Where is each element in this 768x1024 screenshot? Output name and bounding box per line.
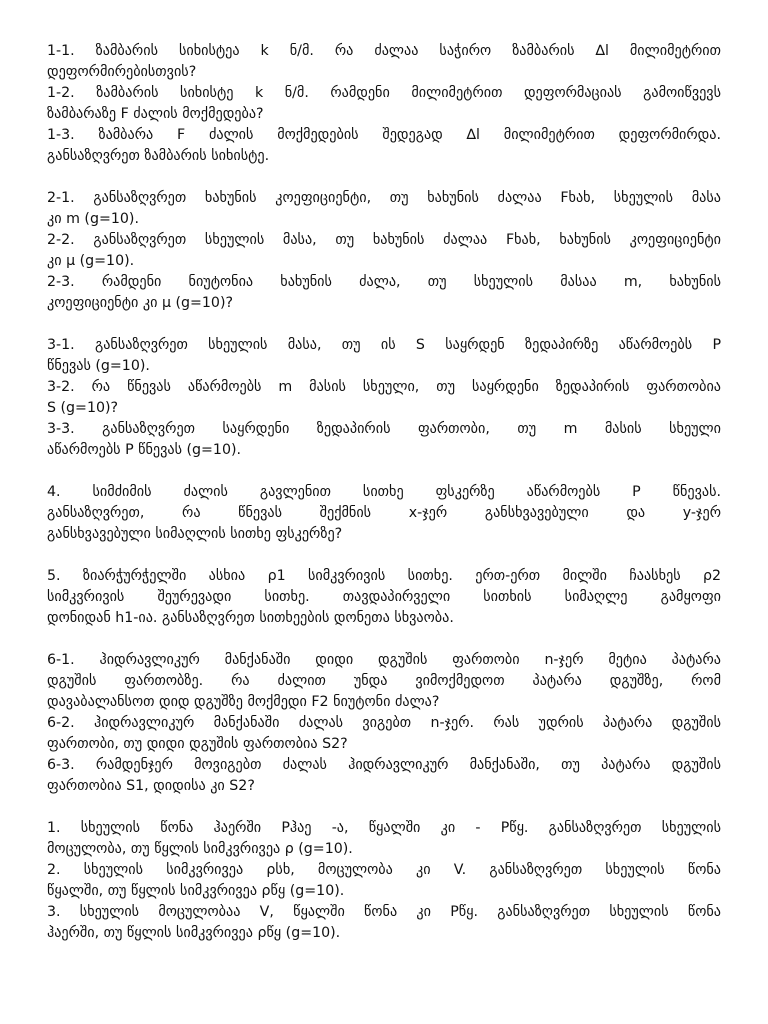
text-line: ფართობი, თუ დიდი დგუშის ფართობია S2?	[47, 736, 348, 752]
problem-paragraph	[47, 335, 721, 461]
text-line: განსხვავებული სიმაღლის სითხე ფსკერზე?	[47, 526, 343, 542]
problem-paragraph	[47, 41, 721, 167]
text-line: კი m (g=10).	[47, 211, 139, 227]
text-line: დეფორმირებისთვის?	[47, 64, 197, 80]
text-line: 1-2. ზამბარის სიხისტე k ნ/მ. რამდენი მილიმეტრით დეფორმაციას გამოიწვევს	[47, 85, 721, 101]
text-line: დგუშის ფართობზე. რა ძალით უნდა ვიმოქმედოთ პატარა დგუშზე, რომ	[47, 673, 721, 689]
problem-paragraph	[47, 188, 721, 314]
text-line: ზამბარაზე F ძალის მოქმედება?	[47, 106, 264, 122]
text-line: 6-2. ჰიდრავლიკურ მანქანაში ძალას ვიგებთ n-ჯერ. რას უდრის პატარა დგუშის	[47, 715, 721, 731]
text-line: აწარმოებს P წნევას (g=10).	[47, 442, 242, 458]
text-line: კოეფიციენტი კი μ (g=10)?	[47, 295, 234, 311]
text-line: 3-1. განსაზღვრეთ სხეულის მასა, თუ ის S საყრდენ ზედაპირზე აწარმოებს P	[47, 337, 721, 353]
text-line: ფართობია S1, დიდისა კი S2?	[47, 778, 255, 794]
text-line: 3-3. განსაზღვრეთ საყრდენი ზედაპირის ფართობი, თუ m მასის სხეული	[47, 421, 721, 437]
text-line: 4. სიმძიმის ძალის გავლენით სითხე ფსკერზე აწარმოებს P წნევას.	[47, 484, 721, 500]
text-line: 1-3. ზამბარა F ძალის მოქმედების შედეგად ∆l მილიმეტრით დეფორმირდა.	[47, 127, 721, 143]
problem-paragraph	[47, 482, 721, 545]
text-line: 6-3. რამდენჯერ მოვიგებთ ძალას ჰიდრავლიკურ მანქანაში, თუ პატარა დგუშის	[47, 757, 721, 773]
text-line: 1. სხეულის წონა ჰაერში Pჰაე -ა, წყალში კი - Pწყ. განსაზღვრეთ სხეულის	[47, 820, 721, 836]
paragraph-gap	[47, 461, 721, 482]
text-line: 3. სხეულის მოცულობაა V, წყალში წონა კი Pწყ. განსაზღვრეთ სხეულის წონა	[47, 904, 721, 920]
text-line: დავაბალანსოთ დიდ დგუშზე მოქმედი F2 ნიუტონი ძალა?	[47, 694, 440, 710]
paragraph-gap	[47, 545, 721, 566]
text-line: 2-2. განსაზღვრეთ სხეულის მასა, თუ ხახუნის ძალაა Fხახ, ხახუნის კოეფიციენტი	[47, 232, 721, 248]
text-line: განსაზღვრეთ, რა წნევას შექმნის x-ჯერ განსხვავებული და y-ჯერ	[47, 505, 721, 521]
text-line: დონიდან h1-ია. განსაზღვრეთ სითხეების დონეთა სხვაობა.	[47, 610, 454, 626]
paragraph-gap	[47, 314, 721, 335]
text-line: 5. ზიარჭურჭელში ასხია ρ1 სიმკვრივის სითხე. ერთ-ერთ მილში ჩაასხეს ρ2	[47, 568, 721, 584]
text-line: 6-1. ჰიდრავლიკურ მანქანაში დიდი დგუშის ფართობი n-ჯერ მეტია პატარა	[47, 652, 721, 668]
text-line: 2-1. განსაზღვრეთ ხახუნის კოეფიციენტი, თუ ხახუნის ძალაა Fხახ, სხეულის მასა	[47, 190, 721, 206]
paragraph-gap	[47, 797, 721, 818]
text-line: 1-1. ზამბარის სიხისტეა k ნ/მ. რა ძალაა საჭირო ზამბარის ∆l მილიმეტრით	[47, 43, 721, 59]
text-line: კი μ (g=10).	[47, 253, 135, 269]
text-line: 2-3. რამდენი ნიუტონია ხახუნის ძალა, თუ სხეულის მასაა m, ხახუნის	[47, 274, 721, 290]
problem-paragraph	[47, 566, 721, 629]
document-body	[47, 41, 721, 944]
paragraph-gap	[47, 167, 721, 188]
text-line: მოცულობა, თუ წყლის სიმკვრივეა ρ (g=10).	[47, 841, 353, 857]
text-line: განსაზღვრეთ ზამბარის სიხისტე.	[47, 148, 270, 164]
problem-paragraph	[47, 818, 721, 944]
text-line: 2. სხეულის სიმკვრივეა ρსხ, მოცულობა კი V. განსაზღვრეთ სხეულის წონა	[47, 862, 721, 878]
paragraph-gap	[47, 629, 721, 650]
text-line: წყალში, თუ წყლის სიმკვრივეა ρწყ (g=10).	[47, 883, 345, 899]
text-line: სიმკვრივის შეურევადი სითხე. თავდაპირველი სითხის სიმაღლე გამყოფი	[47, 589, 721, 605]
text-line: წნევას (g=10).	[47, 358, 150, 374]
problem-paragraph	[47, 650, 721, 797]
text-line: 3-2. რა წნევას აწარმოებს m მასის სხეული, თუ საყრდენი ზედაპირის ფართობია	[47, 379, 721, 395]
text-line: ჰაერში, თუ წყლის სიმკვრივეა ρწყ (g=10).	[47, 925, 341, 941]
text-line: S (g=10)?	[47, 400, 119, 416]
